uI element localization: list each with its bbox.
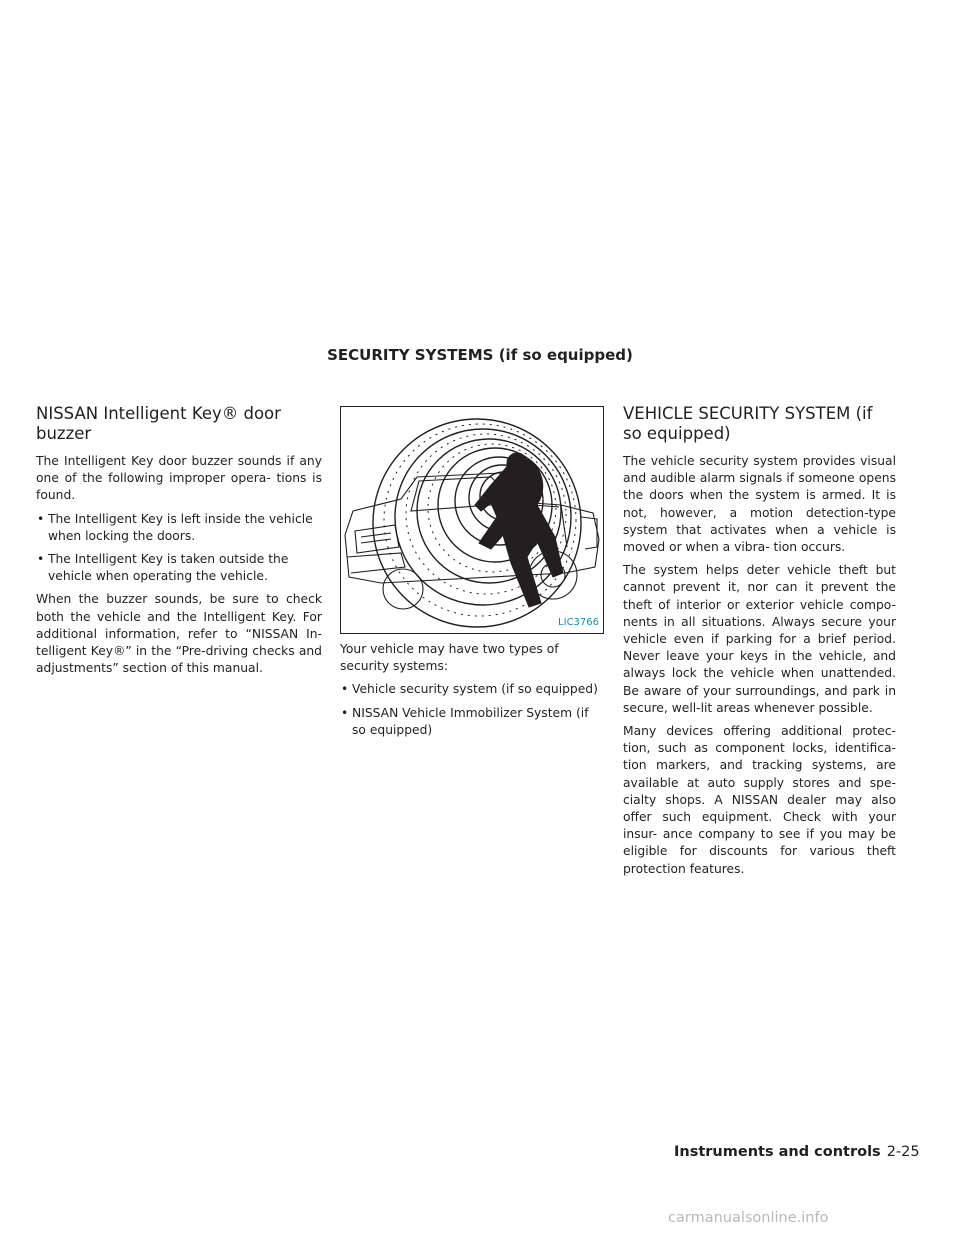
figure-thief-truck-illustration (341, 407, 603, 633)
paragraph-security-types: Your vehicle may have two types of security systems: (340, 642, 559, 674)
heading-intelligent-key-buzzer: NISSAN Intelligent Key® door buzzer (36, 404, 281, 443)
footer-chapter: Instruments and controls (674, 1144, 881, 1160)
list-improper-operations (36, 511, 322, 586)
list-item: • The Intelligent Key is left inside the vehicle when locking the doors. (36, 511, 322, 545)
list-item: • NISSAN Vehicle Immobilizer System (if so equipped) (340, 705, 604, 739)
column-intelligent-key-buzzer (36, 404, 322, 683)
column-security-figure (340, 406, 604, 745)
paragraph-security-deterrent: The system helps deter vehicle theft but cannot prevent it, nor can it prevent the theft of interior or exterior vehicle compo- nents in all situations. Always secure your vehicle even if parking for a brief period. Never leave your keys in the vehicle, and always lock the vehicle when unattended. Be aware of your surroundings, and park in secure, well-lit areas whenever possible. (623, 563, 896, 715)
heading-vehicle-security-system: VEHICLE SECURITY SYSTEM (if so equipped) (623, 404, 873, 443)
column-vehicle-security-system (623, 404, 896, 884)
figure-security-illustration (340, 406, 604, 634)
paragraph-buzzer-check: When the buzzer sounds, be sure to check both the vehicle and the Intelligent Key. For additional information, refer to “NISSAN In- telligent Key®” in the “Pre-driving checks and adjustments” section of this manual. (36, 592, 322, 676)
list-item: • Vehicle security system (if so equipped) (340, 681, 604, 698)
figure-label: LIC3766 (557, 614, 600, 631)
paragraph-buzzer-intro: The Intelligent Key door buzzer sounds if any one of the following improper opera- tions is found. (36, 454, 322, 503)
paragraph-security-overview: The vehicle security system provides visual and audible alarm signals if someone opens the doors when the system is armed. It is not, however, a motion detection-type system that activates when a vehicle is moved or when a vibra- tion occurs. (623, 454, 896, 555)
list-item: • The Intelligent Key is taken outside the vehicle when operating the vehicle. (36, 551, 322, 585)
footer-page-number: 2-25 (886, 1144, 920, 1160)
page-footer (674, 1144, 920, 1160)
paragraph-security-devices: Many devices offering additional protec- tion, such as component locks, identifica- tion markers, and tracking systems, are available at auto supply stores and spe- cialty shops. A NISSAN dealer may also offer such equipment. Check with your insur- ance company to see if you may be eligible for discounts for various theft protection features. (623, 724, 896, 876)
list-security-types (340, 681, 604, 739)
watermark: carmanualsonline.info (668, 1210, 829, 1226)
section-title: SECURITY SYSTEMS (if so equipped) (327, 346, 633, 364)
